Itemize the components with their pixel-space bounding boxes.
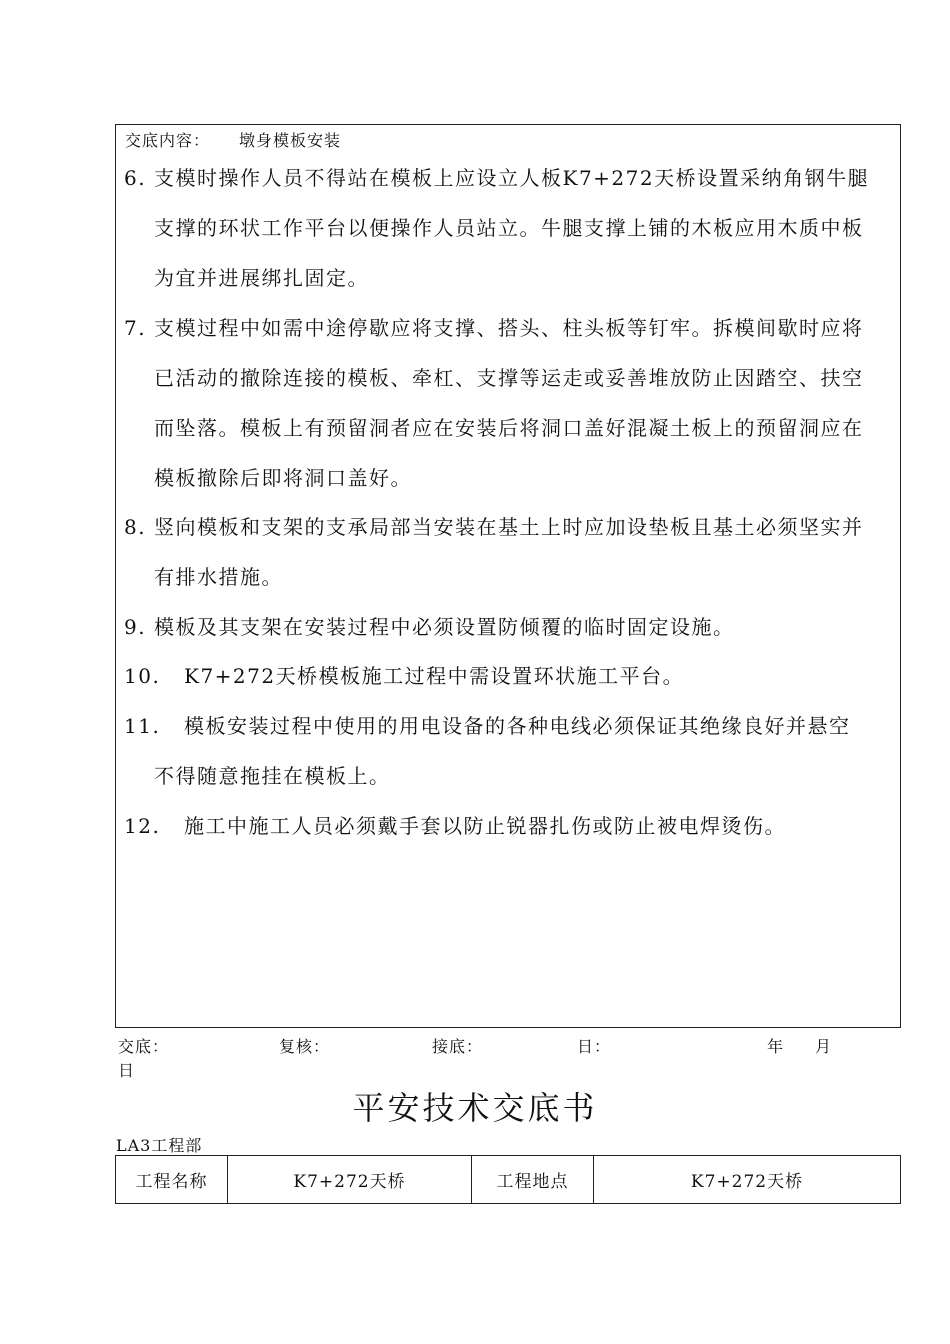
handover-label: 交底： <box>118 1037 170 1056</box>
project-name-label: 工程名称 <box>116 1156 228 1204</box>
content-label: 交底内容： <box>125 131 211 150</box>
list-item-line: 为宜并进展绑扎固定。 <box>154 266 369 290</box>
content-frame <box>115 124 901 1028</box>
project-location-value: K7+272天桥 <box>594 1156 901 1204</box>
item-number: 12. <box>124 814 161 838</box>
list-item-line: 已活动的撤除连接的模板、牵杠、支撑等运走或妥善堆放防止因踏空、扶空 <box>154 366 864 390</box>
list-item-line: 支撑的环状工作平台以便操作人员站立。牛腿支撑上铺的木板应用木质中板 <box>154 216 864 240</box>
date-label: 日： <box>577 1037 612 1056</box>
list-item-line: 12. 施工中施工人员必须戴手套以防止锐器扎伤或防止被电焊烫伤。 <box>124 801 892 851</box>
list-item-9 <box>124 602 892 652</box>
list-item-line: 6. 支模时操作人员不得站在模板上应设立人板K7+272天桥设置采纳角钢牛腿 <box>124 153 892 203</box>
list-item-line: 8. 竖向模板和支架的支承局部当安装在基土上时应加设垫板且基土必须坚实并 <box>124 502 892 552</box>
item-number: 9. <box>124 615 147 639</box>
item-number: 6. <box>124 166 147 190</box>
day-label: 日 <box>118 1061 135 1080</box>
list-item-7 <box>124 303 892 503</box>
list-item-line: 9. 模板及其支架在安装过程中必须设置防倾覆的临时固定设施。 <box>124 602 892 652</box>
list-item-10 <box>124 651 892 701</box>
review-label: 复核： <box>279 1037 331 1056</box>
item-number: 10. <box>124 664 161 688</box>
list-item-line: 有排水措施。 <box>154 565 283 589</box>
project-location-label: 工程地点 <box>472 1156 594 1204</box>
item-number: 7. <box>124 316 147 340</box>
receiver-label: 接底： <box>432 1037 484 1056</box>
content-header <box>125 130 341 152</box>
month-label: 月 <box>815 1037 833 1056</box>
year-label: 年 <box>767 1037 785 1056</box>
list-item-line: 10. K7+272天桥模板施工过程中需设置环状施工平台。 <box>124 651 892 701</box>
list-item-line: 11. 模板安装过程中使用的用电设备的各种电线必须保证其绝缘良好并悬空 <box>124 701 892 751</box>
document-title: 平安技术交底书 <box>352 1089 598 1127</box>
list-item-line: 7. 支模过程中如需中途停歇应将支撑、搭头、柱头板等钉牢。拆模间歇时应将 <box>124 303 892 353</box>
item-number: 11. <box>124 714 161 738</box>
signature-row <box>0 1034 950 1056</box>
project-info-table <box>115 1155 901 1204</box>
table-row <box>116 1156 901 1204</box>
content-subject: 墩身模板安装 <box>239 131 342 150</box>
list-item-line: 模板撤除后即将洞口盖好。 <box>154 466 412 490</box>
list-item-11 <box>124 701 892 801</box>
list-item-6 <box>124 153 892 303</box>
department-label: LA3工程部 <box>116 1136 203 1155</box>
list-item-8 <box>124 502 892 602</box>
list-item-line: 不得随意拖挂在模板上。 <box>154 764 391 788</box>
list-item-line: 而坠落。模板上有预留洞者应在安装后将洞口盖好混凝土板上的预留洞应在 <box>154 416 864 440</box>
list-item-12 <box>124 801 892 851</box>
item-number: 8. <box>124 515 147 539</box>
project-name-value: K7+272天桥 <box>228 1156 472 1204</box>
